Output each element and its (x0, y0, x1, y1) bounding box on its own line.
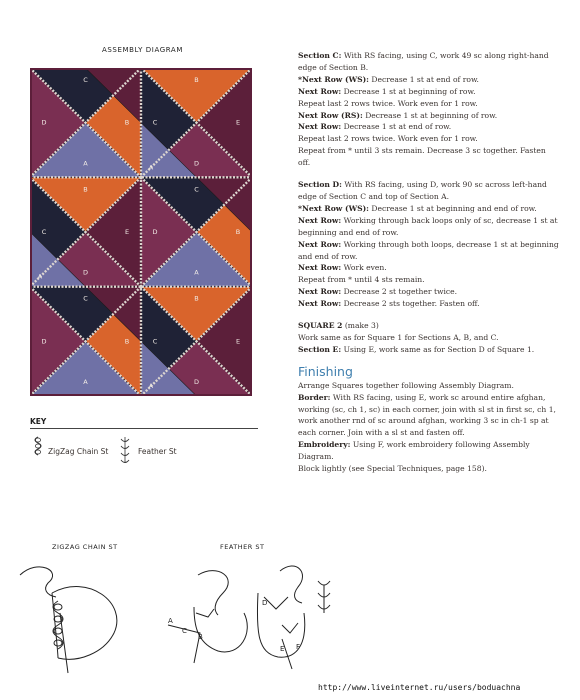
instructions-column (298, 50, 560, 475)
section-label: B (194, 294, 199, 303)
instruction-line (298, 86, 560, 98)
zigzag-chain-illustration (20, 567, 117, 673)
footer-url: http://www.liveinternet.ru/users/boduachna (318, 683, 521, 692)
section-d-text: With RS facing, using D, work 90 sc across left-hand edge of Section C and top of Section A. (298, 180, 547, 201)
section-label: B (124, 337, 130, 346)
section-d-intro (298, 179, 560, 203)
section-label: B (124, 118, 130, 127)
section-label: A (148, 163, 154, 172)
section-label: D (193, 378, 200, 386)
instruction-line: Block lightly (see Special Techniques, page 158). (298, 464, 487, 474)
section-label: A (37, 272, 43, 281)
instruction-line (298, 203, 560, 215)
section-label: E (124, 228, 130, 236)
svg-text:E: E (280, 645, 285, 653)
row-label: Next Row: (298, 215, 342, 225)
row-text: Decrease 1 st at beginning and end of row. (368, 203, 537, 213)
row-text: Using E, work same as for Section D of Square 1. (341, 344, 535, 354)
row-label: Next Row: (298, 239, 342, 249)
row-label: Section E: (298, 344, 342, 354)
instruction-line: Arrange Squares together following Assembly Diagram. (298, 380, 514, 390)
row-label: *Next Row (WS): (298, 203, 369, 213)
row-label: Embroidery: (298, 440, 351, 450)
section-label: B (235, 228, 241, 236)
row-label: Next Row: (298, 263, 342, 273)
instruction-line (298, 121, 560, 133)
section-label: E (235, 118, 241, 127)
section-label: B (83, 185, 88, 194)
key-title: KEY (30, 417, 258, 429)
feather-stitch-icon (118, 435, 132, 465)
svg-text:F: F (296, 643, 301, 651)
square-2-heading (298, 320, 560, 332)
svg-text:A: A (168, 617, 173, 625)
row-text: Using F, work embroidery following Assembly Diagram. (298, 440, 530, 462)
feather-stitch-illustration-2 (257, 566, 304, 669)
instruction-line (298, 215, 560, 239)
section-label: A (83, 159, 88, 168)
feather-stitch-title: FEATHER ST (220, 543, 265, 551)
section-label: D (193, 159, 200, 168)
section-label: D (152, 228, 158, 236)
instruction-line: Repeat from * until 3 sts remain. Decrease 3 sc together. Fasten off. (298, 146, 546, 168)
section-label: C (194, 185, 199, 194)
section-label: D (41, 337, 47, 346)
section-label: C (152, 337, 158, 346)
instruction-line (298, 344, 560, 356)
row-text: Working through back loops only of sc, decrease 1 st at beginning and end of row. (298, 215, 558, 237)
row-text: Work even. (341, 263, 387, 273)
row-text: Decrease 2 st together twice. (341, 287, 458, 297)
section-label: C (83, 76, 88, 84)
section-label: A (194, 268, 199, 277)
section-label: C (41, 228, 47, 236)
instruction-line (298, 298, 560, 310)
svg-text:D: D (262, 599, 268, 607)
row-label: Next Row: (298, 86, 342, 96)
section-label: D (82, 268, 89, 277)
row-label: *Next Row (WS): (298, 74, 369, 84)
row-label: Next Row: (298, 299, 342, 309)
instruction-line (298, 74, 560, 86)
section-c-heading: Section C: (298, 51, 342, 60)
row-text: Decrease 1 st at end of row. (368, 74, 479, 84)
row-text: Decrease 1 st at beginning of row. (341, 86, 476, 96)
instruction-line: Repeat last 2 rows twice. Work even for 1 row. (298, 98, 478, 108)
section-d-heading: Section D: (298, 180, 342, 190)
section-label: A (83, 378, 88, 386)
key-feather-label: Feather St (138, 447, 177, 456)
row-label: Next Row (RS): (298, 110, 363, 120)
feather-stitch-chain-detail (318, 581, 330, 613)
zigzag-chain-stitch-icon (31, 436, 45, 458)
instruction-line (298, 110, 560, 122)
finishing-heading: Finishing (298, 363, 353, 379)
square-2-count: (make 3) (342, 321, 379, 331)
instruction-line (298, 286, 560, 298)
stitch-illustrations (18, 553, 348, 678)
row-label: Next Row: (298, 122, 342, 132)
section-c-intro (298, 50, 560, 74)
instruction-line: Repeat from * until 4 sts remain. (298, 275, 425, 285)
svg-text:B: B (198, 633, 203, 641)
row-text: Decrease 1 st at beginning of row. (362, 110, 498, 120)
section-c-text: With RS facing, using C, work 49 sc along right-hand edge of Section B. (298, 51, 549, 72)
row-text: Decrease 1 st at end of row. (341, 122, 452, 132)
key-panel (30, 417, 258, 456)
instruction-line: Repeat last 2 rows twice. Work even for 1 row. (298, 134, 478, 144)
section-label: B (194, 76, 199, 84)
section-label: C (83, 294, 88, 303)
section-label: C (152, 118, 158, 127)
assembly-diagram (30, 68, 252, 396)
instruction-line (298, 439, 560, 463)
instruction-line: Work same as for Square 1 for Sections A, B, and C. (298, 332, 499, 342)
svg-text:C: C (182, 627, 187, 635)
section-label: A (148, 382, 154, 390)
feather-stitch-illustration-1 (168, 571, 247, 663)
zigzag-chain-title: ZIGZAG CHAIN ST (52, 543, 118, 551)
row-text: Decrease 2 sts together. Fasten off. (341, 299, 480, 309)
row-text: Working through both loops, decrease 1 st at beginning and end of row. (298, 239, 559, 261)
instruction-line (298, 262, 560, 274)
section-label: D (41, 118, 47, 127)
instruction-line (298, 392, 560, 440)
diagram-title: ASSEMBLY DIAGRAM (102, 46, 183, 54)
key-zigzag-label: ZigZag Chain St (48, 447, 109, 456)
row-text: With RS facing, using E, work sc around entire afghan, working (sc, ch 1, sc) in each corner, join with sl st in first sc, ch 1, work another rnd of sc around afghan, working 3 sc in ch-1 sp at each corner. Join with a sl st and fasten off. (298, 392, 556, 438)
square-2-title: SQUARE 2 (298, 321, 343, 331)
instruction-line (298, 239, 560, 263)
row-label: Border: (298, 392, 331, 402)
row-label: Next Row: (298, 287, 342, 297)
section-label: E (235, 337, 241, 346)
